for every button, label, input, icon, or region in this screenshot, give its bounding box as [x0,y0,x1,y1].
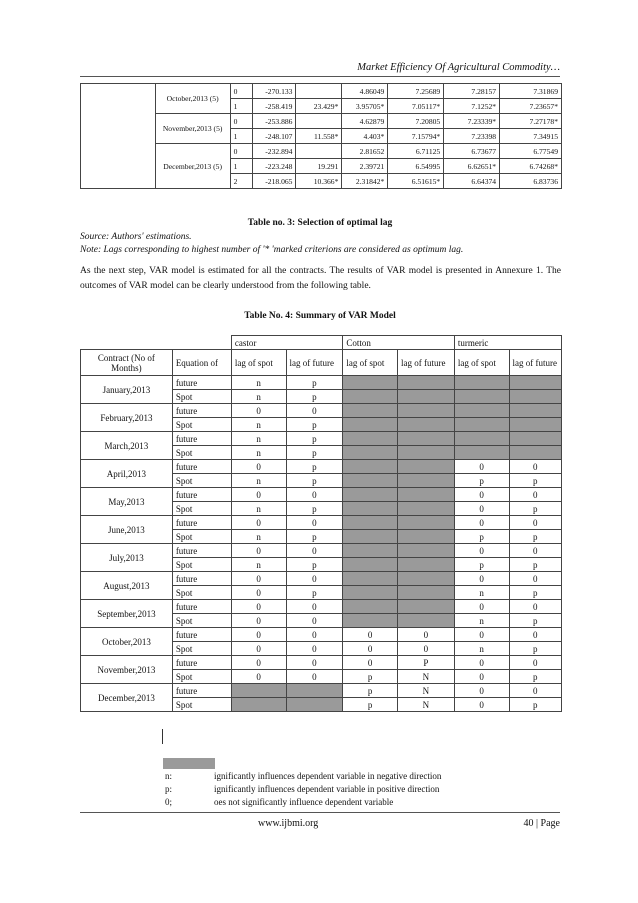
result-cell: 0 [454,572,509,586]
criterion-cell: 2.81652 [342,144,388,159]
result-cell: p [286,446,343,460]
result-cell: p [343,670,398,684]
result-cell: 0 [398,628,455,642]
result-cell: 0 [454,698,509,712]
result-cell: N [398,670,455,684]
var-summary-table [80,335,562,712]
equation-cell: Spot [172,698,231,712]
criterion-cell: 6.73677 [444,144,500,159]
lag-spot-header: lag of spot [454,350,509,376]
shaded-cell [343,572,398,586]
equation-cell: future [172,544,231,558]
result-cell: 0 [231,488,286,502]
result-cell: n [231,502,286,516]
shaded-cell [343,432,398,446]
lag-cell: 1 [230,99,252,114]
legend-text: ignificantly influences dependent variable in negative direction [214,771,442,781]
shaded-cell [343,488,398,502]
result-cell: 0 [231,404,286,418]
criterion-cell: 7.25689 [388,84,444,99]
result-cell: n [231,376,286,390]
criterion-cell: 2.31842* [342,174,388,189]
header-rule [80,76,560,77]
result-cell: 0 [286,488,343,502]
lag-cell: 0 [230,144,252,159]
table-row [81,656,562,670]
blank-header [81,336,173,350]
commodity-header: castor [231,336,343,350]
result-cell: 0 [286,516,343,530]
shaded-cell [509,376,562,390]
result-cell: n [231,474,286,488]
result-cell: p [509,698,562,712]
lag-future-header: lag of future [509,350,562,376]
column-header-row [81,350,562,376]
criterion-cell: 3.95705* [342,99,388,114]
result-cell: p [286,460,343,474]
criterion-cell: 10.366* [296,174,342,189]
equation-cell: future [172,460,231,474]
lag-spot-header: lag of spot [231,350,286,376]
shaded-cell [454,432,509,446]
legend-gray-swatch [163,758,215,769]
legend-key: 0; [165,797,173,807]
shaded-cell [398,404,455,418]
contract-cell: July,2013 [81,544,173,572]
lag-cell: 2 [230,174,252,189]
criterion-cell [296,84,342,99]
result-cell: N [398,684,455,698]
shaded-cell [343,460,398,474]
equation-cell: future [172,656,231,670]
result-cell: p [454,558,509,572]
contract-cell: January,2013 [81,376,173,404]
shaded-cell [398,418,455,432]
contract-cell: November,2013 [81,656,173,684]
shaded-cell [343,544,398,558]
result-cell: n [454,642,509,656]
shaded-cell [398,460,455,474]
shaded-cell [286,684,343,698]
shaded-cell [398,502,455,516]
equation-cell: Spot [172,502,231,516]
contract-cell: August,2013 [81,572,173,600]
result-cell: 0 [343,628,398,642]
result-cell: n [231,390,286,404]
equation-cell: Spot [172,446,231,460]
result-cell: 0 [343,656,398,670]
result-cell: P [398,656,455,670]
equation-cell: Spot [172,418,231,432]
lag-cell: 1 [230,159,252,174]
result-cell: 0 [509,488,562,502]
criterion-cell: 4.86049 [342,84,388,99]
result-cell: 0 [398,642,455,656]
criterion-cell: 7.20805 [388,114,444,129]
contract-cell: June,2013 [81,516,173,544]
contract-cell: April,2013 [81,460,173,488]
shaded-cell [343,502,398,516]
equation-cell: Spot [172,586,231,600]
result-cell: 0 [509,516,562,530]
criterion-cell: -232.894 [252,144,296,159]
running-header: Market Efficiency Of Agricultural Commodity… [357,62,560,73]
shaded-cell [343,390,398,404]
blank-header [172,336,231,350]
equation-cell: future [172,432,231,446]
result-cell: 0 [509,460,562,474]
result-cell: 0 [286,404,343,418]
result-cell: n [231,432,286,446]
shaded-cell [398,600,455,614]
criterion-cell [296,114,342,129]
equation-cell: future [172,488,231,502]
result-cell: 0 [231,656,286,670]
result-cell: p [286,432,343,446]
equation-cell: Spot [172,614,231,628]
shaded-cell [343,530,398,544]
result-cell: p [286,418,343,432]
criterion-cell: 7.1252* [444,99,500,114]
equation-header: Equation of [172,350,231,376]
shaded-cell [509,418,562,432]
footer-url: www.ijbmi.org [258,818,319,829]
result-cell: 0 [454,502,509,516]
result-cell: p [509,642,562,656]
criterion-cell: 7.05117* [388,99,444,114]
contract-cell: February,2013 [81,404,173,432]
result-cell: p [286,502,343,516]
result-cell: 0 [231,642,286,656]
legend-text: ignificantly influences dependent variable in positive direction [214,784,440,794]
criterion-cell: 7.27178* [500,114,562,129]
shaded-cell [509,390,562,404]
criterion-cell: 6.71125 [388,144,444,159]
footer-rule [80,812,560,813]
shaded-cell [398,530,455,544]
contract-cell: October,2013 [81,628,173,656]
criterion-cell: 6.74268* [500,159,562,174]
contract-cell: March,2013 [81,432,173,460]
table-row [81,600,562,614]
lag-cell: 0 [230,84,252,99]
shaded-cell [398,390,455,404]
result-cell: 0 [454,628,509,642]
shaded-cell [343,614,398,628]
result-cell: 0 [509,684,562,698]
result-cell: p [509,502,562,516]
lag-cell: 1 [230,129,252,144]
criterion-cell: 7.34915 [500,129,562,144]
contract-cell: May,2013 [81,488,173,516]
criterion-cell: -258.419 [252,99,296,114]
result-cell: p [509,474,562,488]
criterion-cell: 23.429* [296,99,342,114]
lag-cell: 0 [230,114,252,129]
equation-cell: Spot [172,474,231,488]
criterion-cell: -218.065 [252,174,296,189]
result-cell: 0 [286,614,343,628]
shaded-cell [509,432,562,446]
table-row [81,572,562,586]
criterion-cell: 2.39721 [342,159,388,174]
shaded-cell [343,516,398,530]
result-cell: n [231,446,286,460]
equation-cell: Spot [172,558,231,572]
table-row [81,432,562,446]
shaded-cell [398,572,455,586]
criterion-cell: -270.133 [252,84,296,99]
result-cell: 0 [454,670,509,684]
table-row [81,376,562,390]
shaded-cell [398,544,455,558]
shaded-cell [343,474,398,488]
result-cell: p [286,376,343,390]
legend-text: oes not significantly influence dependent variable [214,797,394,807]
result-cell: 0 [286,656,343,670]
shaded-cell [509,404,562,418]
lag-spot-header: lag of spot [343,350,398,376]
equation-cell: future [172,376,231,390]
criterion-cell: 4.62879 [342,114,388,129]
result-cell: p [343,684,398,698]
criterion-cell: 6.77549 [500,144,562,159]
result-cell: p [286,530,343,544]
result-cell: 0 [454,600,509,614]
contract-cell: December,2013 [81,684,173,712]
result-cell: 0 [231,670,286,684]
result-cell: 0 [509,600,562,614]
month-cell: November,2013 (5) [155,114,230,144]
criterion-cell: 7.23657* [500,99,562,114]
result-cell: 0 [286,670,343,684]
footer-page: 40 | Page [523,818,560,829]
result-cell: 0 [509,656,562,670]
criterion-cell: 7.23398 [444,129,500,144]
result-cell: n [231,558,286,572]
criterion-cell: 6.54995 [388,159,444,174]
table-row [81,516,562,530]
table3-source: Source: Authors' estimations. [80,232,192,242]
shaded-cell [454,418,509,432]
result-cell: 0 [231,586,286,600]
shaded-cell [509,446,562,460]
result-cell: p [509,530,562,544]
result-cell: p [454,474,509,488]
lag-future-header: lag of future [398,350,455,376]
shaded-cell [398,446,455,460]
result-cell: 0 [509,544,562,558]
result-cell: p [509,614,562,628]
criterion-cell: 6.51615* [388,174,444,189]
shaded-cell [454,376,509,390]
equation-cell: future [172,516,231,530]
table-row [81,488,562,502]
equation-cell: Spot [172,530,231,544]
equation-cell: Spot [172,390,231,404]
result-cell: n [454,614,509,628]
table-row [81,628,562,642]
table-row [81,460,562,474]
criterion-cell: 19.291 [296,159,342,174]
result-cell: p [454,530,509,544]
result-cell: 0 [454,460,509,474]
shaded-cell [231,684,286,698]
shaded-cell [231,698,286,712]
result-cell: p [286,586,343,600]
equation-cell: future [172,600,231,614]
shaded-cell [398,586,455,600]
commodity-header-row [81,336,562,350]
lag-future-header: lag of future [286,350,343,376]
shaded-cell [398,558,455,572]
criterion-cell: -253.886 [252,114,296,129]
criterion-cell: -223.248 [252,159,296,174]
result-cell: p [509,558,562,572]
body-paragraph: As the next step, VAR model is estimated for all the contracts. The results of VAR model is presented in Annexure 1. The outcomes of VAR model can be clearly understood from the following table. [80,266,561,291]
shaded-cell [454,390,509,404]
legend-key: n: [165,771,173,781]
shaded-cell [343,418,398,432]
result-cell: 0 [286,572,343,586]
criterion-cell: 4.403* [342,129,388,144]
criterion-cell: -248.107 [252,129,296,144]
commodity-header: turmeric [454,336,561,350]
shaded-cell [398,432,455,446]
criterion-cell: 7.15794* [388,129,444,144]
shaded-cell [343,600,398,614]
result-cell: 0 [509,572,562,586]
shaded-cell [454,446,509,460]
result-cell: n [231,418,286,432]
result-cell: p [286,474,343,488]
shaded-cell [286,698,343,712]
result-cell: 0 [454,516,509,530]
table3-caption: Table no. 3: Selection of optimal lag [247,218,393,228]
criterion-cell [296,144,342,159]
commodity-header: Cotton [343,336,455,350]
criterion-cell: 7.31869 [500,84,562,99]
result-cell: p [343,698,398,712]
result-cell: 0 [454,656,509,670]
criterion-cell: 11.558* [296,129,342,144]
optimal-lag-table [80,83,562,189]
contract-header: Contract (No of Months) [81,350,173,376]
shaded-cell [343,404,398,418]
criterion-cell: 6.62651* [444,159,500,174]
result-cell: n [231,530,286,544]
result-cell: 0 [231,460,286,474]
equation-cell: future [172,404,231,418]
result-cell: 0 [454,544,509,558]
result-cell: p [509,670,562,684]
shaded-cell [398,516,455,530]
table4-caption: Table No. 4: Summary of VAR Model [244,311,396,321]
result-cell: 0 [509,628,562,642]
result-cell: 0 [231,628,286,642]
result-cell: 0 [286,600,343,614]
shaded-cell [343,376,398,390]
result-cell: 0 [454,684,509,698]
result-cell: p [509,586,562,600]
shaded-cell [398,488,455,502]
shaded-cell [398,376,455,390]
equation-cell: future [172,628,231,642]
table-row [81,684,562,698]
result-cell: 0 [286,628,343,642]
legend-key: p: [165,784,173,794]
shaded-cell [343,586,398,600]
result-cell: 0 [231,572,286,586]
result-cell: 0 [231,614,286,628]
result-cell: 0 [231,544,286,558]
result-cell: N [398,698,455,712]
result-cell: 0 [286,642,343,656]
criterion-cell: 7.23339* [444,114,500,129]
shaded-cell [398,614,455,628]
shaded-cell [454,404,509,418]
shaded-cell [398,474,455,488]
result-cell: 0 [231,600,286,614]
margin-mark [162,729,163,744]
shaded-cell [343,558,398,572]
result-cell: 0 [231,516,286,530]
equation-cell: future [172,572,231,586]
equation-cell: Spot [172,642,231,656]
equation-cell: Spot [172,670,231,684]
lag-row [81,84,562,99]
contract-cell: September,2013 [81,600,173,628]
result-cell: p [286,558,343,572]
month-cell: December,2013 (5) [155,144,230,189]
table-row [81,544,562,558]
result-cell: p [286,390,343,404]
table-row [81,404,562,418]
shaded-cell [343,446,398,460]
blank-cell [81,84,156,189]
result-cell: 0 [343,642,398,656]
month-cell: October,2013 (5) [155,84,230,114]
table3-note: Note: Lags corresponding to highest number of '* 'marked criterions are considered as optimum lag. [80,245,464,255]
criterion-cell: 6.83736 [500,174,562,189]
result-cell: n [454,586,509,600]
criterion-cell: 7.28157 [444,84,500,99]
equation-cell: future [172,684,231,698]
criterion-cell: 6.64374 [444,174,500,189]
result-cell: 0 [454,488,509,502]
result-cell: 0 [286,544,343,558]
